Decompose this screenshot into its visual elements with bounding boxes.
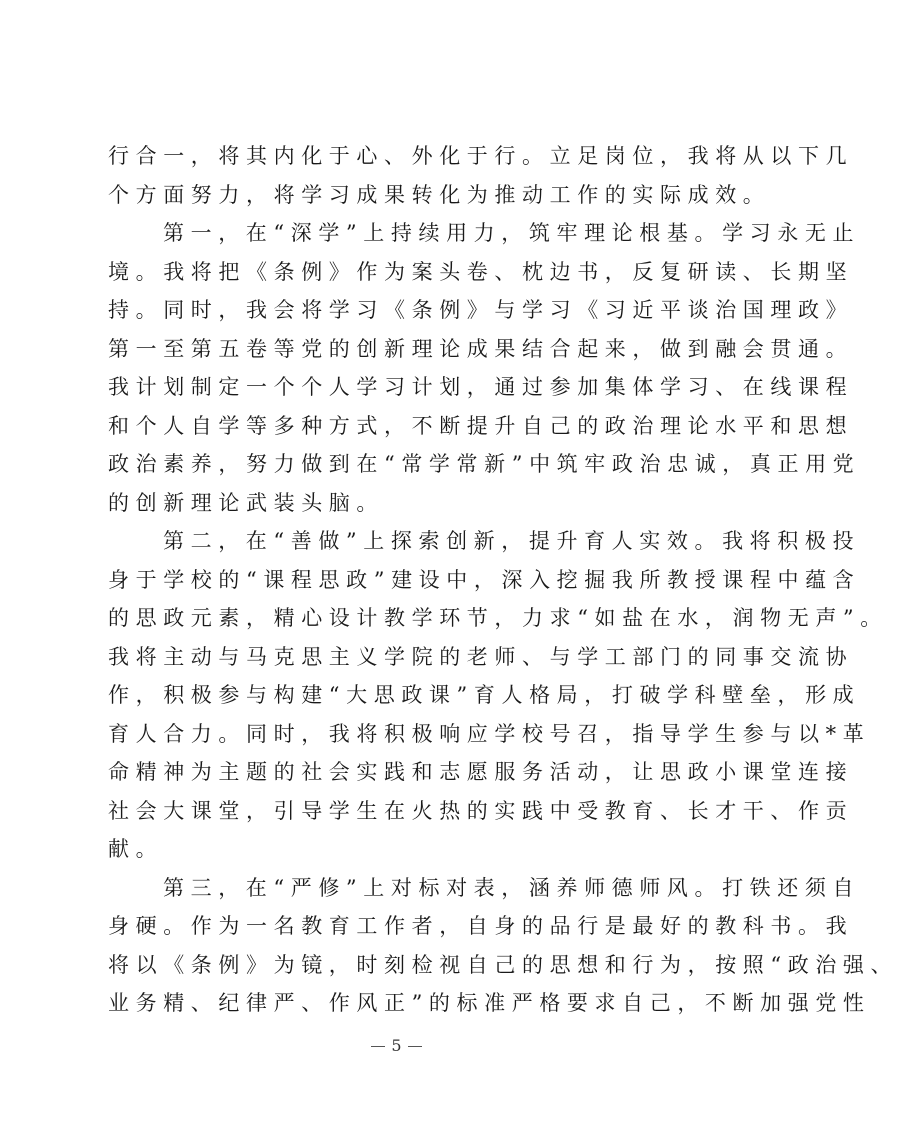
text-line: 个方面努力，将学习成果转化为推动工作的实际成效。 bbox=[108, 182, 771, 207]
text-line: 将以《条例》为镜，时刻检视自己的思想和行为，按照“政治强、 bbox=[108, 952, 898, 977]
text-line: 社会大课堂，引导学生在火热的实践中受教育、长才干、作贡 bbox=[108, 798, 854, 823]
text-line: 业务精、纪律严、作风正”的标准严格要求自己，不断加强党性 bbox=[108, 991, 871, 1015]
text-line: 第一，在“深学”上持续用力，筑牢理论根基。学习永无止 bbox=[163, 221, 861, 245]
footer-dash-left bbox=[371, 1046, 385, 1047]
text-line: 命精神为主题的社会实践和志愿服务活动，让思政小课堂连接 bbox=[108, 760, 854, 784]
text-line: 献。 bbox=[108, 837, 164, 861]
text-line: 第一至第五卷等党的创新理论成果结合起来，做到融会贯通。 bbox=[108, 336, 854, 361]
text-line: 第二，在“善做”上探索创新，提升育人实效。我将积极投 bbox=[163, 529, 861, 553]
text-line: 持。同时，我会将学习《条例》与学习《习近平谈治国理政》 bbox=[108, 298, 854, 322]
page-number: 5 bbox=[391, 1036, 402, 1055]
text-line: 我计划制定一个个人学习计划，通过参加集体学习、在线课程 bbox=[108, 375, 854, 399]
footer-dash-right bbox=[408, 1046, 422, 1047]
page-footer bbox=[0, 1036, 793, 1055]
text-line: 身硬。作为一名教育工作者，自身的品行是最好的教科书。我 bbox=[108, 914, 854, 938]
text-line: 的创新理论武装头脑。 bbox=[108, 490, 384, 515]
text-line: 我将主动与马克思主义学院的老师、与学工部门的同事交流协 bbox=[108, 644, 854, 669]
text-line: 身于学校的“课程思政”建设中，深入挖掘我所教授课程中蕴含 bbox=[108, 567, 861, 592]
body-text bbox=[108, 137, 898, 1023]
text-line: 育人合力。同时，我将积极响应学校号召，指导学生参与以*革 bbox=[108, 721, 871, 746]
text-line: 作，积极参与构建“大思政课”育人格局，打破学科壁垒，形成 bbox=[108, 683, 861, 707]
text-line: 的思政元素，精心设计教学环节，力求“如盐在水，润物无声”。 bbox=[108, 606, 888, 630]
text-line: 第三，在“严修”上对标对表，涵养师德师风。打铁还须自 bbox=[163, 875, 861, 900]
text-line: 和个人自学等多种方式，不断提升自己的政治理论水平和思想 bbox=[108, 413, 854, 438]
text-line: 境。我将把《条例》作为案头卷、枕边书，反复研读、长期坚 bbox=[108, 259, 854, 284]
text-line: 政治素养，努力做到在“常学常新”中筑牢政治忠诚，真正用党 bbox=[108, 452, 861, 476]
text-line: 行合一，将其内化于心、外化于行。立足岗位，我将从以下几 bbox=[108, 144, 854, 168]
